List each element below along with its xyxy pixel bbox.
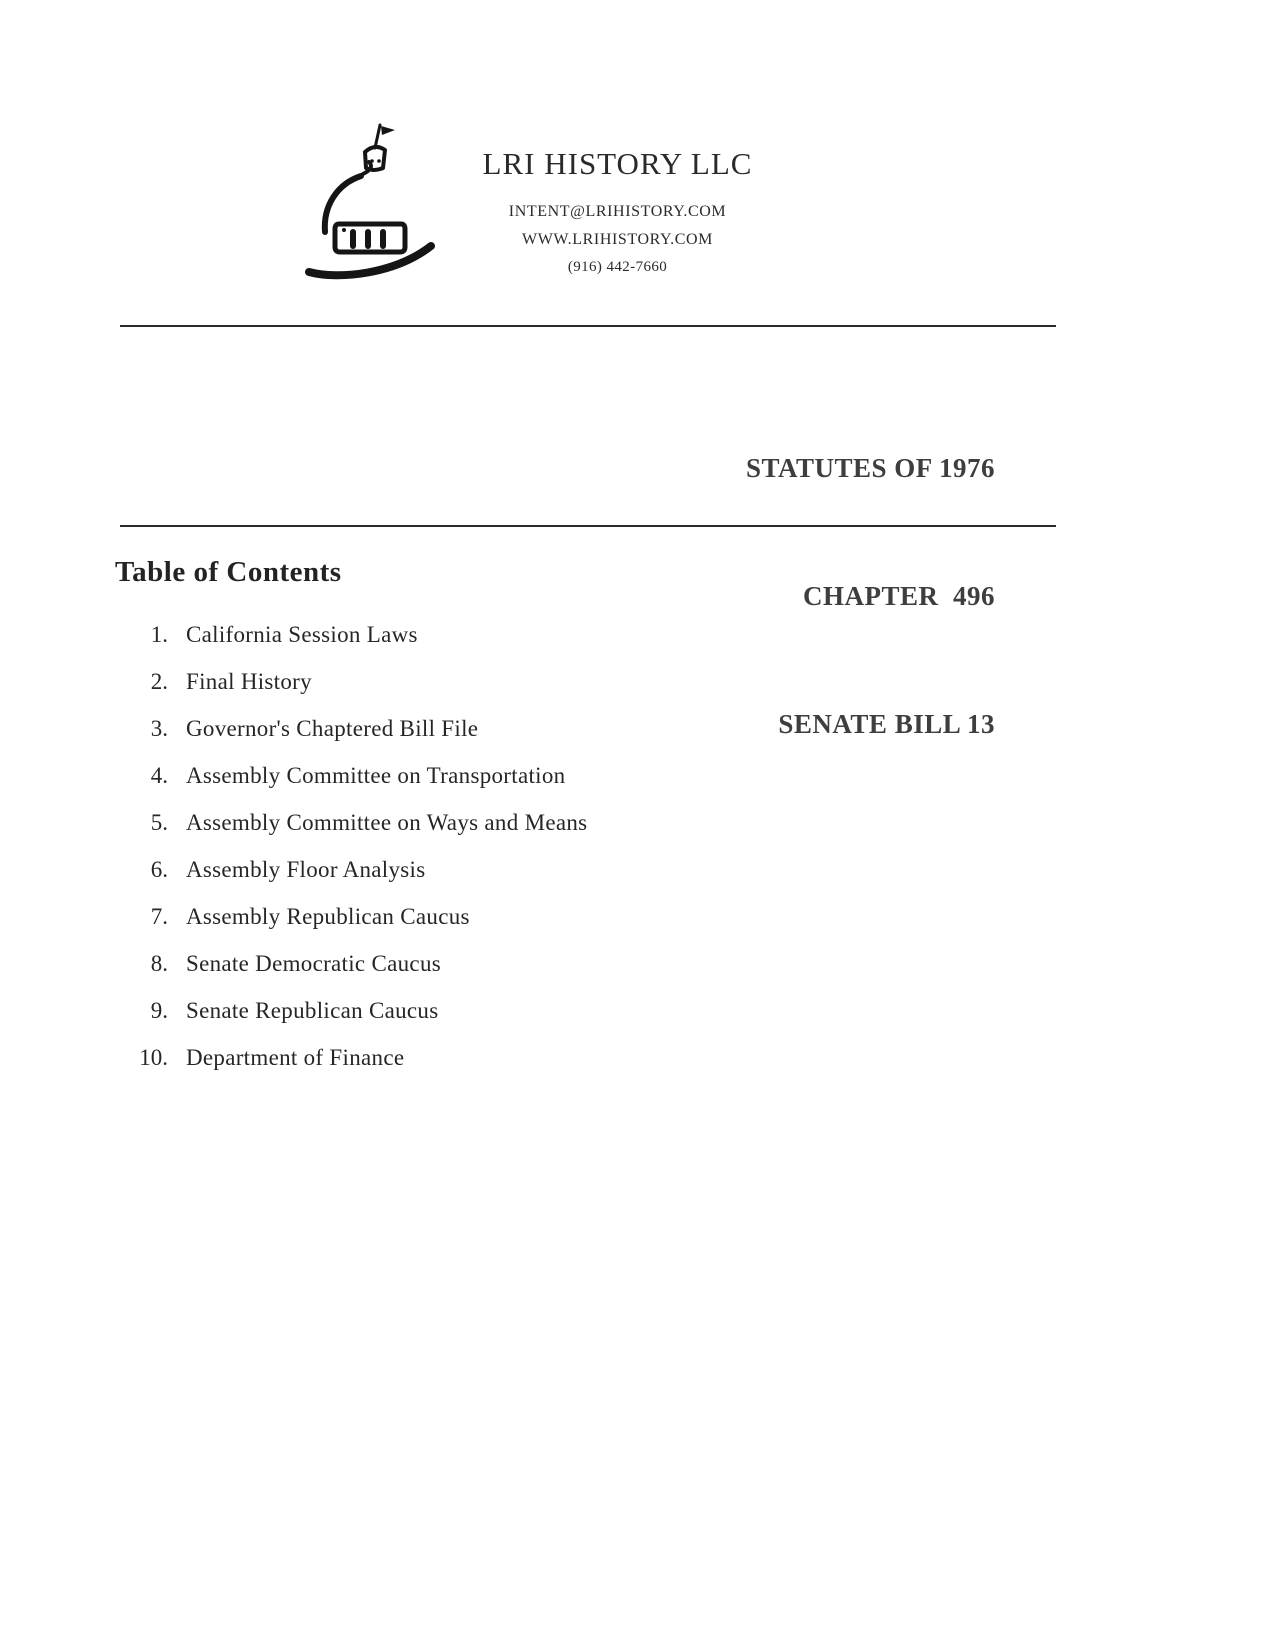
letterhead <box>295 120 760 290</box>
toc-item-label: Final History <box>186 669 312 694</box>
toc-item <box>112 857 587 904</box>
toc-item-number: 6. <box>150 857 168 882</box>
toc-item <box>112 810 587 857</box>
company-block <box>475 146 760 281</box>
toc-item <box>112 951 587 998</box>
toc-list <box>112 622 587 1092</box>
toc-item-label: Assembly Republican Caucus <box>186 904 470 929</box>
toc-item-label: Assembly Floor Analysis <box>186 857 426 882</box>
toc-item <box>112 1045 587 1092</box>
toc-heading: Table of Contents <box>115 556 342 588</box>
statute-line-bill: SENATE BILL 13 <box>778 709 995 740</box>
capitol-building-icon <box>295 120 455 290</box>
toc-item-number: 4. <box>150 763 168 788</box>
toc-item-number: 2. <box>150 669 168 694</box>
company-name: LRI HISTORY LLC <box>482 146 753 181</box>
toc-item-number: 5. <box>150 810 168 835</box>
toc-item-label: Department of Finance <box>186 1045 405 1070</box>
toc-item-number: 10. <box>139 1045 168 1070</box>
toc-item-label: Senate Republican Caucus <box>186 998 439 1023</box>
statute-title-block <box>746 362 995 831</box>
toc-item-label: Assembly Committee on Ways and Means <box>186 810 588 835</box>
toc-item-number: 9. <box>150 998 168 1023</box>
toc-item <box>112 763 587 810</box>
company-phone: (916) 442-7660 <box>567 259 668 275</box>
toc-item <box>112 904 587 951</box>
divider-top <box>120 325 1056 327</box>
statute-line-chapter: CHAPTER 496 <box>802 581 995 612</box>
toc-item <box>112 622 587 669</box>
toc-item-number: 7. <box>150 904 168 929</box>
toc-item-label: California Session Laws <box>186 622 418 647</box>
toc-item <box>112 669 587 716</box>
company-email: INTENT@LRIHISTORY.COM <box>508 203 727 220</box>
toc-item-number: 1. <box>150 622 168 647</box>
toc-item-label: Governor's Chaptered Bill File <box>186 716 479 741</box>
toc-item-label: Senate Democratic Caucus <box>186 951 441 976</box>
toc-item-number: 3. <box>150 716 168 741</box>
toc-item-label: Assembly Committee on Transportation <box>186 763 566 788</box>
company-website: WWW.LRIHISTORY.COM <box>522 231 713 248</box>
toc-item <box>112 716 587 763</box>
statute-line-statutes: STATUTES OF 1976 <box>745 453 995 484</box>
toc-item-number: 8. <box>150 951 168 976</box>
toc-item <box>112 998 587 1045</box>
